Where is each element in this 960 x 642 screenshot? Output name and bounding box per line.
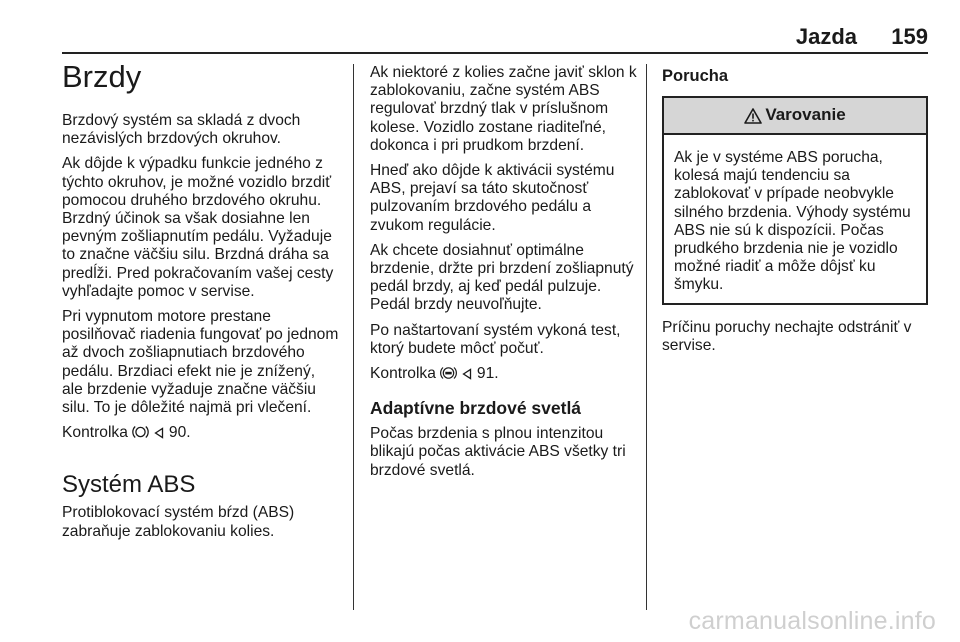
reference-label: Kontrolka (62, 424, 128, 442)
abs-heading: Systém ABS (62, 471, 196, 499)
abs-paragraph: Ak niektoré z kolies začne javiť sklon k zablokovaniu, začne systém ABS regulovať brzdný tlak v príslušnom kolese. Vozidlo zostane riaditeľné, dokonca i pri prudkom brzdení. (370, 64, 637, 154)
column-fault (662, 64, 928, 362)
brakes-heading: Brzdy (62, 59, 142, 94)
warning-header (664, 98, 926, 135)
page-number: 159 (891, 24, 928, 49)
fault-heading: Porucha (662, 67, 729, 85)
brakes-paragraph: Ak dôjde k výpadku funkcie jedného z týchto okruhov, je možné vozidlo brzdiť pomocou druhého brzdového okruhu. Brzdný účinok sa však dosiahne len pevným zošliapnutím pedálu. Vyžaduje to značne väčšiu silu. Brzdná dráha sa predĺži. Pred pokračovaním vašej cesty vyhľadajte pomoc v servise. (62, 155, 334, 300)
page-reference-icon (154, 426, 165, 445)
brake-warning-light-reference (62, 424, 340, 445)
adaptive-brake-lights-heading: Adaptívne brzdové svetlá (370, 398, 582, 419)
warning-triangle-icon (744, 108, 762, 124)
adaptive-brake-lights-paragraph: Počas brzdenia s plnou intenzitou blikajú počas aktivácie ABS všetky tri brzdové svetlá. (370, 425, 626, 479)
reference-page: 91. (476, 365, 499, 383)
abs-warning-light-reference (370, 365, 638, 386)
page-reference-icon (462, 367, 473, 386)
abs-paragraph: Hneď ako dôjde k aktivácii systému ABS, prejaví sa táto skutočnosť pulzovaním brzdového pedálu a zvukom regulácie. (370, 162, 615, 234)
abs-paragraph: Ak chcete dosiahnuť optimálne brzdenie, držte pri brzdení zošliapnutý pedál brzdy, aj keď pedál pulzuje. Pedál brzdy neuvoľňujte. (370, 241, 634, 314)
column-brakes (62, 60, 340, 548)
fault-paragraph: Príčinu poruchy nechajte odstrániť v servise. (662, 318, 912, 354)
brakes-paragraph: Brzdový systém sa skladá z dvoch nezávislých brzdových okruhov. (62, 112, 301, 148)
brake-warning-light-icon (132, 424, 149, 445)
header-rule (62, 52, 928, 54)
column-divider-2 (646, 64, 647, 610)
abs-paragraph: Protiblokovací systém bŕzd (ABS) zabraňuje zablokovaniu kolies. (62, 504, 295, 540)
brakes-paragraph: Pri vypnutom motore prestane posilňovač riadenia fungovať po jednom až dvoch zošliapnutiach brzdového pedálu. Brzdiaci efekt nie je znížený, ale brzdenie vyžaduje značne väčšiu silu. To je dôležité najmä pri vlečení. (62, 308, 339, 417)
abs-warning-light-icon (440, 365, 457, 386)
warning-box (662, 96, 928, 305)
warning-text: Ak je v systéme ABS porucha, kolesá majú tendenciu sa zablokovať v prípade neobvykle silného brzdenia. Výhody systému ABS nie sú k dispozícii. Počas prudkého brzdenia nie je vozidlo možné riadiť a môže dôjsť ku šmyku. (674, 149, 911, 294)
watermark: carmanualsonline.info (688, 607, 936, 635)
reference-label: Kontrolka (370, 365, 436, 383)
abs-paragraph: Po naštartovaní systém vykoná test, ktorý budete môcť počuť. (370, 321, 621, 357)
section-title: Jazda (795, 24, 857, 49)
column-divider-1 (353, 64, 354, 610)
reference-page: 90. (168, 424, 191, 442)
warning-title: Varovanie (765, 105, 846, 125)
warning-body (664, 135, 926, 303)
column-abs (370, 64, 638, 487)
